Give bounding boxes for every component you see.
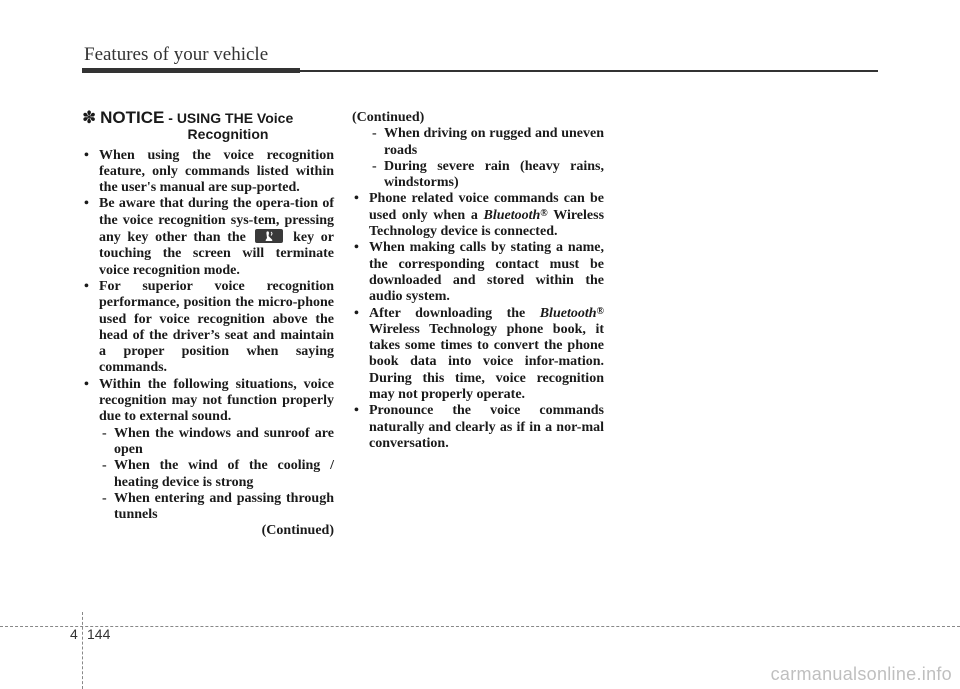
notice-heading [82, 110, 334, 143]
continued-label-right: (Continued) [352, 110, 425, 125]
footer-rule [0, 626, 960, 627]
bullet-phone-book [352, 306, 604, 404]
bullet-terminate-text-b: key or touching the screen will terminate voice recognition mode. [99, 230, 334, 278]
watermark: carmanualsonline.info [770, 664, 952, 684]
sub-rugged-roads: - When driving on rugged and uneven roads [352, 126, 604, 159]
notice-star-icon: ✽ [82, 108, 97, 127]
right-column [352, 110, 604, 452]
footer-page-number: 144 [87, 626, 111, 642]
notice-label: NOTICE [100, 108, 165, 127]
bullet-phonebook-text-a: After downloading the [369, 305, 526, 321]
continued-label: (Continued) [261, 523, 334, 539]
voice-recognition-key-icon [255, 229, 283, 243]
bullet-terminate-voice [82, 196, 334, 278]
bullet-terminate-text-a: Be aware that during the opera-tion of the voice recognition sys-tem, pressing any key other than the [99, 196, 334, 246]
page-header-title: Features of your vehicle [84, 44, 269, 65]
bullet-microphone-position: • For superior voice recognition performance, position the micro-phone used for voice recognition above the head of the driver’s seat and maintain a proper position when saying commands. [82, 279, 334, 377]
left-column [82, 110, 334, 540]
footer-chapter-number: 4 [70, 626, 78, 642]
bullet-external-sound: • Within the following situations, voice recognition may not function properly due to external sound. [82, 377, 334, 426]
bullet-phone-text-b: Wireless Technology device is connected. [369, 207, 605, 240]
bullet-calls-by-name: • When making calls by stating a name, the corresponding contact must be downloaded and stored within the audio system. [352, 240, 604, 305]
sub-severe-rain: - During severe rain (heavy rains, windstorms) [352, 159, 604, 192]
bluetooth-brand-2: Bluetooth [539, 305, 597, 321]
notice-subtitle-a: - USING THE Voice [168, 110, 294, 126]
bullet-phone-commands [352, 191, 604, 240]
header-bar [82, 68, 300, 73]
sub-tunnels: - When entering and passing through tunnels [82, 491, 334, 524]
bluetooth-brand: Bluetooth [483, 207, 541, 223]
bullet-commands-supported: • When using the voice recognition feature, only commands listed within the user's manual are sup-ported. [82, 148, 334, 197]
bullet-phone-text-a: Phone related voice commands can be used only when a [369, 191, 604, 223]
bullet-phonebook-text-b: Wireless Technology phone book, it takes some times to convert the phone book data into voice infor-mation. During this time, voice recognition may not properly operate. [369, 321, 604, 403]
registered-mark: ® [540, 207, 548, 219]
footer-vertical-rule [82, 612, 83, 689]
registered-mark-2: ® [596, 305, 604, 317]
sub-cooling-wind: - When the wind of the cooling / heating device is strong [82, 458, 334, 491]
header-rule [300, 70, 878, 72]
sub-windows-open: - When the windows and sunroof are open [82, 426, 334, 459]
bullet-pronounce: • Pronounce the voice commands naturally and clearly as if in a nor-mal conversation. [352, 403, 604, 452]
notice-subtitle-b: Recognition [187, 126, 269, 143]
